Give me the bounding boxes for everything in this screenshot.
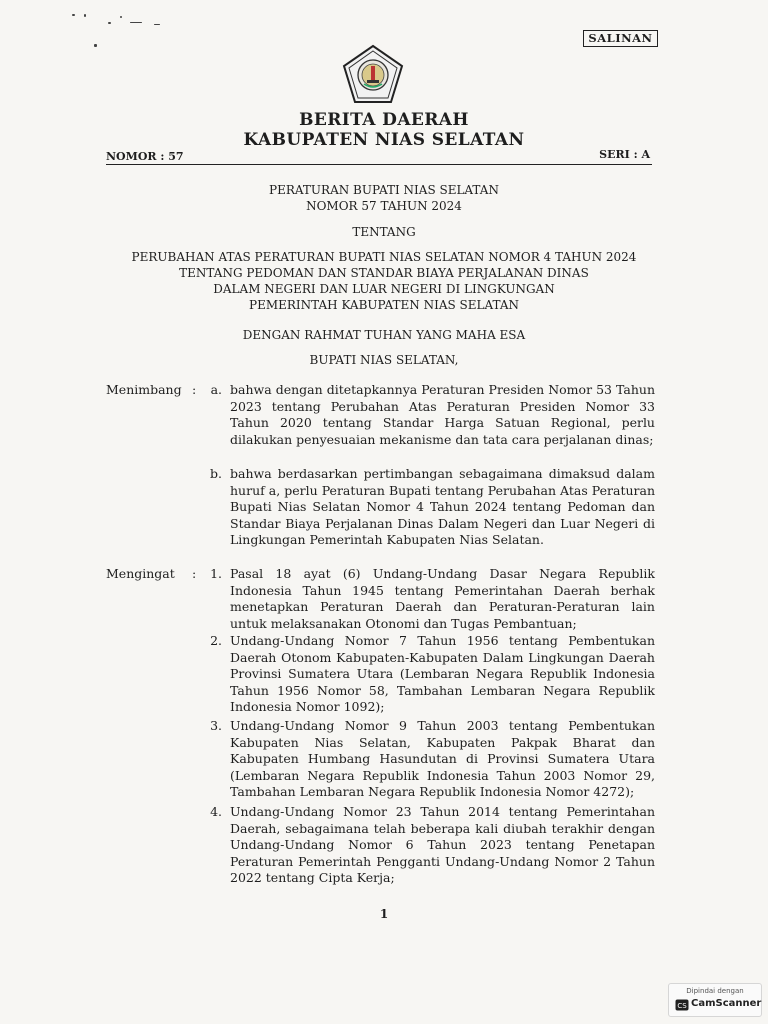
subject-line: DALAM NEGERI DAN LUAR NEGERI DI LINGKUNGAN [213, 282, 555, 296]
scan-artifacts [68, 8, 178, 58]
camscanner-watermark [668, 983, 762, 1017]
issuer: BUPATI NIAS SELATAN, [309, 353, 459, 367]
mengingat-item: Undang-Undang Nomor 9 Tahun 2003 tentang Pembentukan Kabupaten Nias Selatan, Kabupaten Pakpak Bharat dan Kabupaten Humbang Hasundutan di Provinsi Sumatera Utara (Lembaran Negara Republik Indonesia Tahun 2003 Nomor 29, Tambahan Lembaran Negara Republik Indonesia Nomor 4272); [230, 718, 655, 799]
menimbang-colon: : [192, 382, 197, 397]
menimbang-item-number: a. [210, 382, 222, 397]
tentang-heading: TENTANG [352, 225, 416, 239]
bulletin-series: SERI : A [599, 148, 650, 161]
subject-line: PERUBAHAN ATAS PERATURAN BUPATI NIAS SELATAN NOMOR 4 TAHUN 2024 [131, 250, 637, 264]
menimbang-item: bahwa dengan ditetapkannya Peraturan Presiden Nomor 53 Tahun 2023 tentang Perubahan Atas Peraturan Presiden Nomor 33 Tahun 2020 tentang Standar Harga Satuan Regional, perlu dilakukan penyesuaian mekanisme dan tata cara perjalanan dinas; [230, 382, 655, 447]
regulation-title: PERATURAN BUPATI NIAS SELATAN [269, 183, 499, 197]
mengingat-colon: : [192, 566, 197, 581]
mengingat-item-number: 3. [210, 718, 222, 733]
menimbang-item-number: b. [210, 466, 222, 481]
regency-emblem-icon [342, 44, 404, 104]
menimbang-item: bahwa berdasarkan pertimbangan sebagaimana dimaksud dalam huruf a, perlu Peraturan Bupati tentang Perubahan Atas Peraturan Bupati Nias Selatan Nomor 4 Tahun 2024 tentang Pedoman dan Standar Biaya Perjalanan Dinas Dalam Negeri dan Luar Negeri di Lingkungan Pemerintah Kabupaten Nias Selatan. [230, 466, 655, 547]
mengingat-item: Undang-Undang Nomor 7 Tahun 1956 tentang Pembentukan Daerah Otonom Kabupaten-Kabupaten Dalam Lingkungan Daerah Provinsi Sumatera Utara (Lembaran Negara Republik Indonesia Tahun 1956 Nomor 58, Tambahan Lembaran Negara Republik Indonesia Nomor 1092); [230, 633, 655, 714]
invocation: DENGAN RAHMAT TUHAN YANG MAHA ESA [242, 328, 526, 342]
bulletin-number: NOMOR : 57 [106, 150, 652, 165]
mengingat-item-number: 2. [210, 633, 222, 648]
mengingat-label: Mengingat [106, 566, 175, 581]
regulation-number: NOMOR 57 TAHUN 2024 [306, 199, 462, 213]
mengingat-item: Pasal 18 ayat (6) Undang-Undang Dasar Negara Republik Indonesia Tahun 1945 tentang Pemerintahan Daerah berhak menetapkan Peraturan Daerah dan Peraturan-Peraturan lain untuk melaksanakan Otonomi dan Tugas Pembantuan; [230, 566, 655, 631]
page-number: 1 [379, 907, 389, 921]
bulletin-title: BERITA DAERAH [299, 110, 469, 130]
mengingat-item: Undang-Undang Nomor 23 Tahun 2014 tentang Pemerintahan Daerah, sebagaimana telah beberapa kali diubah terakhir dengan Undang-Undang Nomor 6 Tahun 2023 tentang Penetapan Peraturan Pemerintah Pengganti Undang-Undang Nomor 2 Tahun 2022 tentang Cipta Kerja; [230, 804, 655, 885]
mengingat-item-number: 1. [210, 566, 222, 581]
mengingat-item-number: 4. [210, 804, 222, 819]
scanner-caption: Dipindai dengan [686, 987, 744, 995]
camscanner-logo-icon [675, 999, 689, 1011]
scanner-brand: CamScanner [691, 998, 762, 1009]
subject-line: PEMERINTAH KABUPATEN NIAS SELATAN [249, 298, 519, 312]
svg-text:CS: CS [677, 1002, 687, 1010]
salinan-stamp: SALINAN [583, 30, 658, 47]
subject-line: TENTANG PEDOMAN DAN STANDAR BIAYA PERJALANAN DINAS [179, 266, 589, 280]
bulletin-subtitle: KABUPATEN NIAS SELATAN [243, 130, 525, 150]
menimbang-label: Menimbang [106, 382, 182, 397]
